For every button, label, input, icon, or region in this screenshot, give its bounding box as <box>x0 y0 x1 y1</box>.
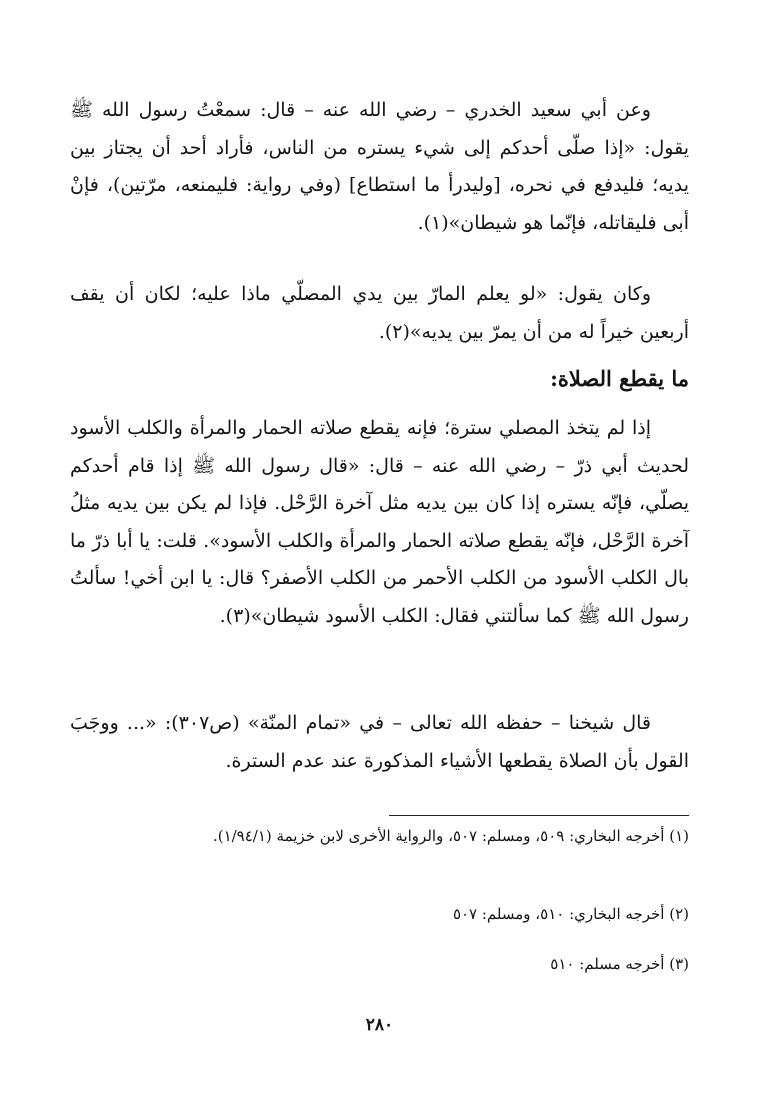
footnote-1: (١) أخرجه البخاري: ٥٠٩، ومسلم: ٥٠٧، والرواية الأخرى لابن خزيمة (١/٩٤/١). <box>212 827 689 845</box>
page-number: ٢٨٠ <box>365 1015 394 1035</box>
footnote-separator <box>389 815 689 816</box>
paragraph-shaykh-quote: قال شيخنا – حفظه الله تعالى – في «تمام المنّة» (ص٣٠٧): «... ووجَبَ القول بأن الصلاة يقطعها الأشياء المذكورة عند عدم السترة. <box>70 712 689 772</box>
footnotes <box>70 822 689 980</box>
paragraph-passer-by-hadith: وكان يقول: «لو يعلم المارّ بين يدي المصلّي ماذا عليه؛ لكان أن يقف أربعين خيراً له من أن يمرّ بين يديه»(٢). <box>70 283 689 343</box>
paragraph-abu-said-hadith: وعن أبي سعيد الخدري – رضي الله عنه – قال: سمعْتُ رسول الله ﷺ يقول: «إذا صلّى أحدكم إلى شيء يستره من الناس، فأراد أحد أن يجتاز بين يديه؛ فليدفع في نحره، [وليدرأ ما استطاع] (وفي رواية: فليمنعه، مرّتين)، فإنْ أبى فليقاتله، فإنّما هو شيطان»(١). <box>70 99 689 234</box>
section-heading: ما يقطع الصلاة: <box>550 366 689 391</box>
footnote-3: (٣) أخرجه مسلم: ٥١٠ <box>550 955 689 973</box>
paragraph-abu-dharr-hadith: إذا لم يتخذ المصلي سترة؛ فإنه يقطع صلاته الحمار والمرأة والكلب الأسود لحديث أبي ذرّ – رضي الله عنه – قال: «قال رسول الله ﷺ إذا قام أحدكم يصلّي، فإنّه يستره إذا كان بين يديه مثل آخرة الرَّحْل. فإذا لم يكن بين يديه مثلُ آخرة الرَّحْل، فإنّه يقطع صلاته الحمار والمرأة والكلب الأسود». قلت: يا أبا ذرّ ما بال الكلب الأسود من الكلب الأحمر من الكلب الأصفر؟ قال: يا ابن أخي! سألتُ رسول الله ﷺ كما سألتني فقال: الكلب الأسود شيطان»(٣). <box>70 417 689 627</box>
footnote-2: (٢) أخرجه البخاري: ٥١٠، ومسلم: ٥٠٧ <box>452 905 689 923</box>
